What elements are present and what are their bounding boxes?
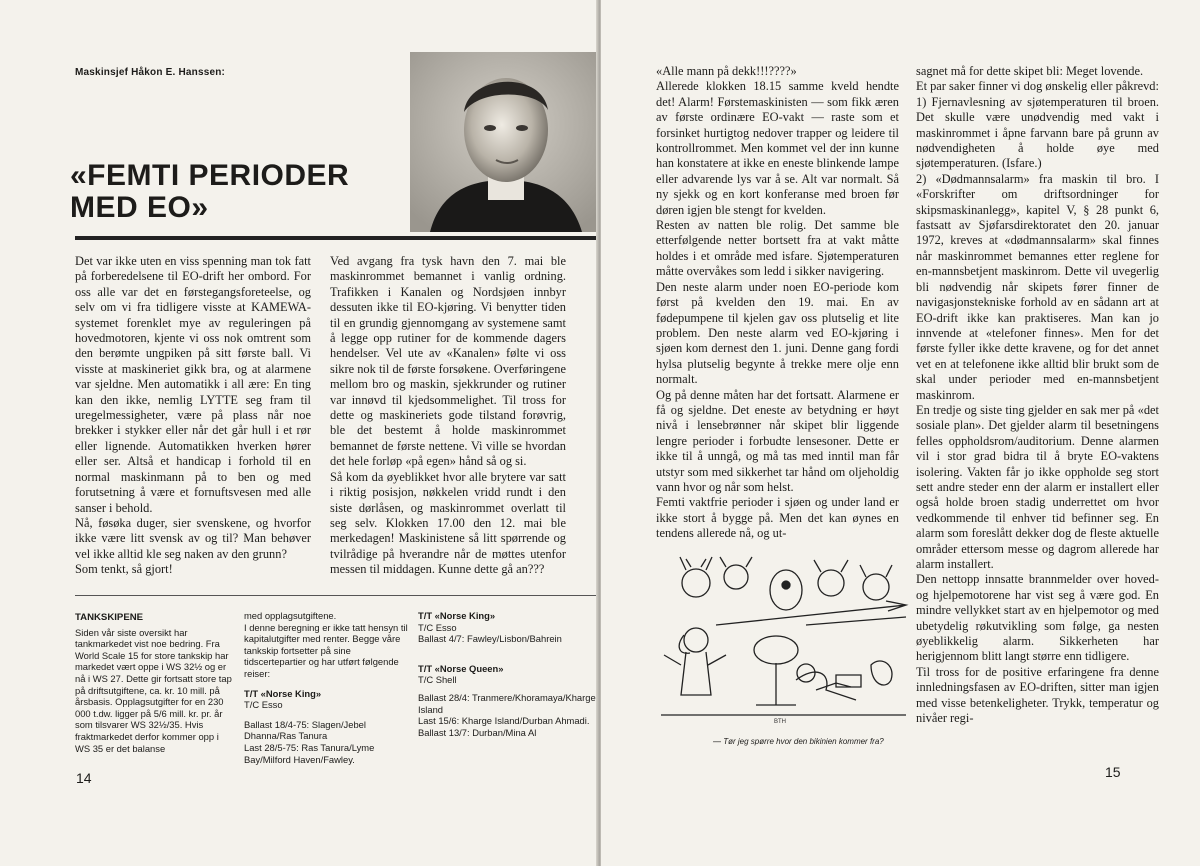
tankers-section-col2 — [244, 610, 409, 765]
title-line: MED EO» — [70, 191, 209, 224]
title-line: «FEMTI PERIODER — [70, 159, 350, 192]
paragraph: Den nettopp innsatte brannmelder over hoved- og hjelpemotorene har vist seg å være god. En mindre vellykket start av en hjelpemotor og med ubetydelig røkutvikling som følge, ga nesten øyeblikkelig alarm. Sikkerheten har herigjennom blitt langt større enn tidligere. — [916, 572, 1159, 664]
paragraph: Resten av natten ble rolig. Det samme ble etterfølgende netter bortsett fra at vakt måtte holdes i et område med isfare. Sjøtemperaturen måtte overvåkes som ledd i sikker navigering. — [656, 218, 899, 279]
left-page — [0, 0, 599, 866]
paragraph: Til tross for de positive erfaringene fra denne innledningsfasen av EO-driften, sitter man igjen med visse betenkeligheter. Trykk, temperatur og nivåer regi- — [916, 664, 1159, 726]
author-portrait-photo — [410, 52, 599, 232]
title-rule — [75, 236, 599, 240]
author-byline: Maskinsjef Håkon E. Hanssen: — [75, 67, 226, 78]
ship-voyages: Ballast 28/4: Tranmere/Khoramaya/Kharge Island Last 15/6: Kharge Island/Durban Ahmadi. Ballast 13/7: Durban/Mina Al — [418, 691, 596, 738]
paragraph: Og på denne måten har det fortsatt. Alarmene er få og sjeldne. Det eneste av betydning er høyt nivå i lensebrønner når skipet blir liggende lengre perioder i forbudte lensesoner. Dette er ikke til å unngå, og må tas med inntil man får utstyr som med sikkerhet tar hånd om oljeholdig vann hvor og når som helst. — [656, 387, 899, 494]
article-column-3 — [656, 64, 899, 542]
cartoon-icon — [656, 555, 911, 730]
paragraph: Allerede klokken 18.15 samme kveld hendte det! Alarm! Førstemaskinisten — som fikk æren av første ordinære EO-vakt — raste som et forsinket hurtigtog nedover trapper og leidere til kontrollrommet. Men kommet vel der inn kunne han konstatere at ikke en eneste blinkende lampe eller advarende lys var å se. Alt var normalt. Så ny sjekk og en kort konferanse med broen før døren igjen ble stengt for kvelden. — [656, 79, 899, 217]
paragraph: 1) Fjernavlesning av sjøtemperaturen til broen. Det skulle være unødvendig med vakt i maskinrommet i åpne farvann bare på grunn av nødvendigheten å holde øye med sjøtemperaturen. (Isfare.) — [916, 94, 1159, 171]
paragraph: sagnet må for dette skipet bli: Meget lovende. — [916, 64, 1144, 78]
page-number: 15 — [1105, 764, 1121, 780]
article-column-2 — [330, 254, 566, 578]
article-column-1 — [75, 254, 311, 578]
paragraph: Ved avgang fra tysk havn den 7. mai ble maskinrommet bemannet i vanlig ordning. Trafikken i Kanalen og Nordsjøen innbyr dessuten ikke til EO-kjøring. Vi benytter tiden til en grundig gjennomgang av systemene samt å legge opp rutiner for de kommende dagers hendelser. Vel ute av «Kanalen» følte vi oss sikre nok til de første forsøkene. Overføringene mellom bro og maskin, sjekkrunder og rutiner var innøvd til kjedsommelighet. Til tross for dette og maskineriets gode tilstand forøvrig, ble det bestemt å holde maskinrommet bemannet de første nettene. Vi ville se hvordan det hele forløp «på egen» hånd så og si. — [330, 254, 566, 469]
paragraph: Det var ikke uten en viss spenning man tok fatt på forberedelsene til EO-drift her ombord. For oss alle var det en førstegangsforeteelse, og selv om vi fra tidligere visste at KAMEWA-systemet forenklet mye av reguleringen på hovedmotoren, kjente vi oss nok omtrent som den berømte ungpiken på sitt første ball. Vi visste at maskineriet gikk bra, og at alarmene var sjeldne. Men automatikk i all ære: En ting kan den ikke, nemlig LYTTE seg fram til uregelmessigheter, være på plass når noe brekker i stykker eller når det går hull i et rør eller lignende. Automatikken hverken hører eller ser. Altså et handicap i forhold til en normal maskinmann på to ben og med forutsetning å være et fornuftsvesen med alle sanser i behold. — [75, 254, 311, 515]
tankers-heading: TANKSKIPENE — [75, 612, 144, 623]
cartoon-illustration — [656, 555, 911, 730]
page-number: 14 — [76, 770, 92, 786]
portrait-icon — [410, 52, 599, 232]
ship-name: T/T «Norse King» — [418, 610, 496, 621]
paragraph: «Alle mann på dekk!!!????» — [656, 64, 797, 78]
ship-name: T/T «Norse Queen» — [418, 662, 504, 674]
ship-charter: T/C Shell — [418, 674, 457, 686]
ship-charter: T/C Esso — [418, 621, 457, 633]
paragraph: En tredje og siste ting gjelder en sak mer på «det sosiale plan». Det gjelder alarm til besetningens felles oppholdsrom/auditorium. Denne alarmen vil i stor grad bidra til å bryte EO-vaktens isolering. Vakten får jo ikke oppholde seg stort sett andre steder enn der alarm er installert eller også holde broen stadig underrettet om hvor vedkommende til enhver tid befinner seg. En alarm som foreslått dekker dog de fleste aktuelle områder ettersom messe og dagrom allerede har alarm installert. — [916, 402, 1159, 571]
paragraph: Et par saker finner vi dog ønskelig eller påkrevd: — [916, 79, 1159, 94]
paragraph: Den neste alarm under noen EO-periode kom først på kvelden den 19. mai. En av fødepumpene til kjelen gav oss plutselig et lite problem. Den neste alarm ved EO-kjøring i sjøen kom dernest den 1. juni. Denne gang fordi hylsa plutselig begynte å trekke mere olje enn normalt. — [656, 279, 899, 387]
paragraph: 2) «Dødmannsalarm» fra maskin til bro. I «Forskrifter om driftsordninger for skipsmaskinanlegg», kapitel V, § 28 punkt 6, fastsatt av Sjøfarsdirektoratet den 20. januar 1972, kreves at «dødmannsalarm» skal finnes når maskinrommet bemannes etter reglene for en-mannsbetjent maskinrom. Dette vil uvegerlig bli nødvendig når skipets fører finner de navigasjonstekniske forhold av en sådann art at EO-drift ikke kan praktiseres. Man kan jo innvende at «telefoner finnes». Men for det første fyller ikke dette kravene, og for det annet vet en at telefonene ikke alltid blir brukt som de skal under perioder med en-mannsbetjent maskinrom. — [916, 171, 1159, 402]
ship-voyages: Ballast 18/4-75: Slagen/Jebel Dhanna/Ras Tanura Last 28/5-75: Ras Tanura/Lyme Bay/Milford Haven/Fawley. — [244, 718, 375, 765]
paragraph: Som tenkt, så gjort! — [75, 562, 173, 577]
right-page — [601, 0, 1200, 866]
ship-charter: T/C Esso — [244, 699, 283, 711]
cartoon-caption: — Tør jeg spørre hvor den bikinien kommer fra? — [713, 737, 884, 746]
ship-voyages: Ballast 4/7: Fawley/Lisbon/Bahrein — [418, 633, 562, 645]
article-title — [70, 160, 349, 224]
paragraph: Femti vaktfrie perioder i sjøen og under land er ikke stort å bygge på. Men det kan øynes en tendens allerede nå, og ut- — [656, 495, 899, 541]
svg-text:BTH: BTH — [774, 719, 786, 725]
tankers-section-col3 — [418, 610, 596, 738]
ship-name: T/T «Norse King» — [244, 687, 322, 699]
tankers-text: Siden vår siste oversikt har tankmarkedet vist noe bedring. Fra World Scale 15 for store tankskip har markedet vært oppe i WS 32½ og er nå i WS 27. Dette gir fortsatt store tap på driftsutgiftene, ca. kr. 10 mill. på årsbasis. Opplagsutgifter for en 230 000 t.dw. ligger på 5/6 mill. kr. pr. år som tilsvarer WS 32½/35. Hvis fraktmarkedet derfor kommer opp i WS 35 er det balanse — [75, 626, 232, 754]
article-column-4 — [916, 64, 1159, 726]
tankers-text-continued: med opplagsutgiftene. I denne beregning er ikke tatt hensyn til kapitalutgifter med renter. Begge våre tankskip fortsetter på sine tidscertepartier og har utført følgende reiser: — [244, 610, 408, 679]
section-divider — [75, 595, 599, 596]
tankers-section-intro — [75, 612, 235, 754]
paragraph: Nå, føsøka duger, sier svenskene, og hvorfor ikke være litt svensk av og til? Man behøver vel ikke alltid kle seg naken av den grunn? — [75, 515, 311, 561]
paragraph: Så kom da øyeblikket hvor alle brytere var satt i riktig posisjon, nøkkelen vridd rundt i den siste dørlåsen, og maskinrommet overlatt til seg selv. Klokken 17.00 den 12. mai ble merkedagen! Maskinistene så litt spørrende og tvilrådige på hverandre når de møttes utenfor messen til middagen. Kunne dette gå an??? — [330, 469, 566, 577]
